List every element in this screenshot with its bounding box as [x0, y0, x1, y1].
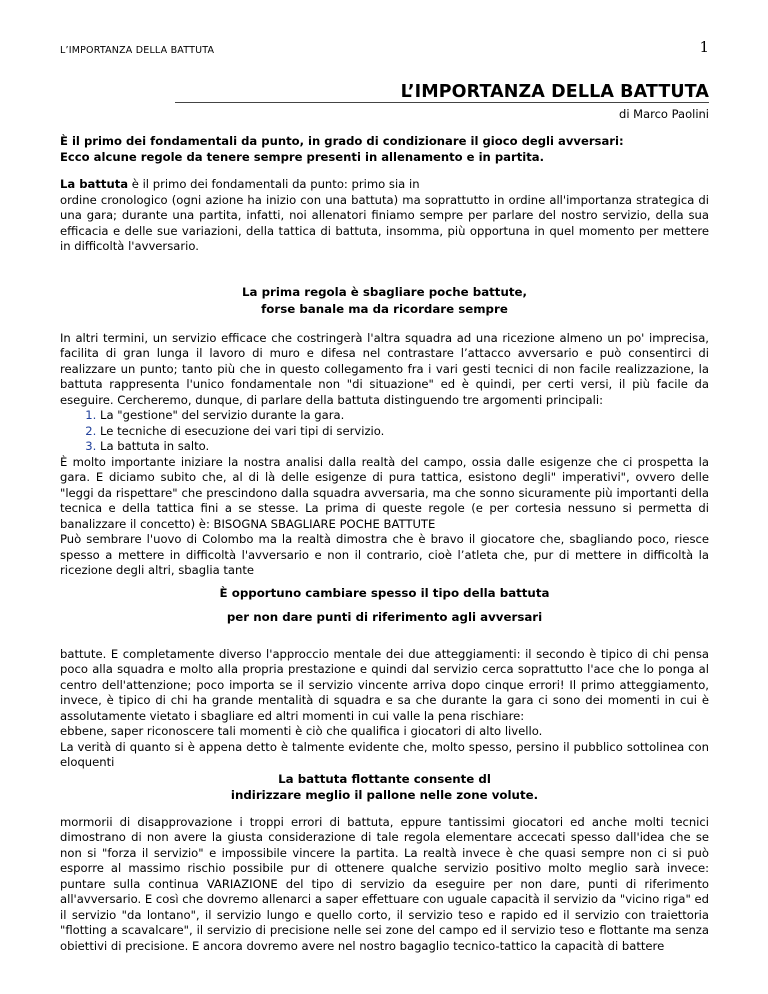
- topics-list: [60, 408, 709, 455]
- intro-line-2: Ecco alcune regole da tenere sempre presenti in allenamento e in partita.: [60, 149, 544, 164]
- paragraph-1-lead: La battuta: [60, 177, 129, 191]
- pull-quote-3-line-2: indirizzare meglio il pallone nelle zone volute.: [230, 787, 539, 802]
- paragraph-6: ebbene, saper riconoscere tali momenti è ciò che qualifica i giocatori di alto livello.: [60, 724, 543, 738]
- article-body: [60, 134, 709, 954]
- intro-summary: [60, 134, 709, 165]
- paragraph-1-first-line: è il primo dei fondamentali da punto: primo sia in: [128, 177, 420, 191]
- pull-quote-2-line-1: È opportuno cambiare spesso il tipo della battuta: [219, 585, 550, 600]
- paragraph-1-rest: ordine cronologico (ogni azione ha inizio con una battuta) ma soprattutto in ordine all'importanza strategica di una gara; durante una partita, infatti, noi allenatori finiamo sempre per parlare del nostro servizio, della sua efficacia e delle sue variazioni, della tattica di battuta, insomma, più opportuna in quel momento per mettere in difficoltà l'avversario.: [60, 192, 709, 253]
- pull-quote-3-line-1: La battuta flottante consente dl: [278, 771, 491, 786]
- paragraph-3: È molto importante iniziare la nostra analisi dalla realtà del campo, ossia dalle esigenze che ci prospetta la gara. E diciamo subito che, al di là delle esigenze di pura tattica, esistono degli" imperativi", ovvero delle "leggi da rispettare" che prescindono dalla squadra avversaria, ma che sonno sicuramente più importanti della tecnica e della tattica fini a se stesse. La prima di queste regole (e per cortesia nessuno si permetta di banalizzare il concetto) è: BISOGNA SBAGLIARE POCHE BATTUTE: [60, 454, 709, 531]
- paragraph-8: mormorii di disapprovazione i troppi errori di battuta, eppure tantissimi giocatori ed anche molti tecnici dimostrano di non avere la giusta considerazione di tale regola elementare accecati spesso dall'idea che se non si "forza il servizio" e impossibile vincere la partita. La realtà invece è che quasi sempre non ci si può esporre al massimo rischio possibile pur di ottenere qualche servizio positivo molto meglio sarà invece: puntare sulla continua VARIAZIONE del tipo di servizio da eseguire per non dare, punti di riferimento all'avversario. E così che dovremo allenarci a saper effettuare con uguale capacità il servizio da "vicino riga" ed il servizio "da lontano", il servizio lungo e quello corto, il servizio teso e rapido ed il servizio con traiettoria "flotting a scavalcare", il servizio di precisione nelle sei zone del campo ed il servizio teso e flottante ma senza obiettivi di precisione. E ancora dovremo avere nel nostro bagaglio tecnico-tattico la capacità di battere: [60, 814, 709, 953]
- list-item: 3. La battuta in salto.: [100, 439, 709, 455]
- paragraph-7: La verità di quanto si è appena detto è talmente evidente che, molto spesso, persino il pubblico sottolinea con eloquenti: [60, 739, 709, 769]
- author-byline: di Marco Paolini: [619, 107, 709, 121]
- pull-quote-3: [60, 771, 709, 803]
- paragraph-2: In altri termini, un servizio efficace che costringerà l'altra squadra ad una ricezione almeno un po' imprecisa, facilita di gran lunga il lavoro di muro e difesa nel contrastare l’attacco avversario e può consentirci di realizzare un punto; tanto più che in questo collegamento fra i vari gesti tecnici di non facile realizzazione, la battuta rappresenta l'unico fondamentale non "di situazione" ed è quindi, per certi versi, il più facile da eseguire. Cercheremo, dunque, di parlare della battuta distinguendo tre argomenti principali:: [60, 330, 709, 407]
- list-item: 2. Le tecniche di esecuzione dei vari tipi di servizio.: [100, 424, 709, 440]
- pull-quote-1: [60, 284, 709, 318]
- running-title: L’IMPORTANZA DELLA BATTUTA: [60, 45, 215, 56]
- list-item: 1. La "gestione" del servizio durante la gara.: [100, 408, 709, 424]
- running-header: [60, 38, 709, 60]
- document-title: L’IMPORTANZA DELLA BATTUTA: [400, 82, 709, 102]
- paragraph-1: [60, 177, 709, 255]
- pull-quote-1-line-1: La prima regola è sbagliare poche battute,: [242, 284, 527, 299]
- pull-quote-1-line-2: forse banale ma da ricordare sempre: [261, 301, 508, 316]
- paragraph-5: battute. E completamente diverso l'approccio mentale dei due atteggiamenti: il secondo è tipico di chi pensa poco alla squadra e molto alla propria prestazione e quindi dal servizio cerca soprattutto l'ace che lo ponga al centro dell'attenzione; poco importa se il servizio vincente arriva dopo cinque errori! Il primo atteggiamento, invece, è tipico di chi ha grande mentalità di squadra e sa che durante la gara ci sono dei momenti in cui è assolutamente vietato i sbagliare ed altri momenti in cui valle la pena rischiare:: [60, 646, 709, 723]
- pull-quote-2-line-2: per non dare punti di riferimento agli avversari: [226, 609, 543, 624]
- page-number: 1: [699, 38, 709, 56]
- paragraph-4: Può sembrare l'uovo di Colombo ma la realtà dimostra che è bravo il giocatore che, sbagliando poco, riesce spesso a mettere in difficoltà l'avversario e non il contrario, cioè l’atleta che, pur di mettere in difficoltà la ricezione degli altri, sbaglia tante: [60, 532, 709, 577]
- title-underline: [175, 102, 709, 103]
- intro-line-1: È il primo dei fondamentali da punto, in grado di condizionare il gioco degli avversari:: [60, 134, 624, 148]
- pull-quote-2: [60, 581, 709, 629]
